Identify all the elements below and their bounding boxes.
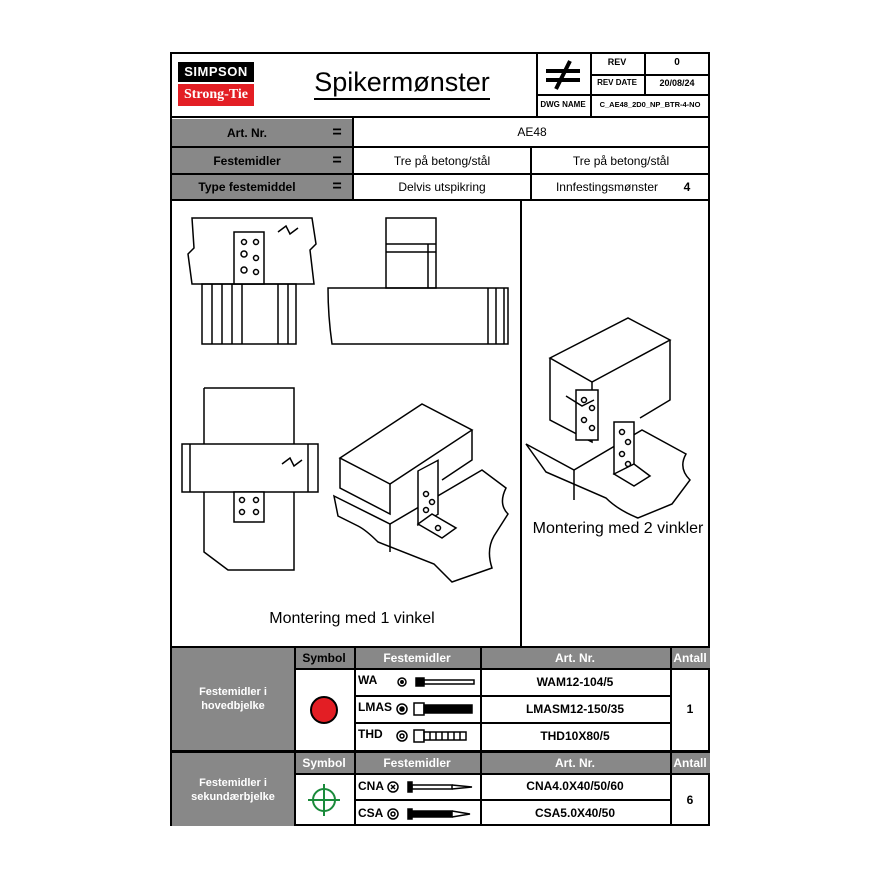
rev-date-value: 20/08/24 — [659, 78, 695, 88]
isometric-one-bracket-drawing — [322, 384, 517, 584]
not-equal-icon — [540, 58, 586, 92]
brand-logo-bottom: Strong-Tie — [178, 84, 254, 106]
art-value: LMASM12-150/35 — [525, 701, 625, 716]
anchor-bolt-icon — [396, 674, 478, 690]
screw-icon — [386, 806, 478, 822]
type-label: Type festemiddel — [198, 180, 296, 194]
red-dot-symbol-icon — [310, 696, 338, 724]
pattern-value: 4 — [683, 180, 691, 194]
festemidler-value-left: Tre på betong/stål — [393, 153, 491, 168]
fastener-code: CSA — [358, 806, 384, 820]
art-value: WAM12-104/5 — [536, 674, 614, 689]
fastener-code: LMAS — [358, 700, 392, 714]
fastener-code: WA — [358, 673, 378, 687]
screw-anchor-icon — [396, 728, 478, 744]
art-value: CSA5.0X40/50 — [534, 805, 616, 820]
rev-value: 0 — [674, 57, 680, 68]
caption-two-brackets: Montering med 2 vinkler — [532, 520, 704, 537]
drawing-sheet — [170, 52, 710, 826]
fastener-header: Festemidler — [383, 651, 451, 665]
dwg-name-label: DWG NAME — [540, 100, 586, 109]
elevation-view-drawing — [178, 214, 518, 354]
symbol-header: Symbol — [302, 651, 346, 665]
festemidler-value-right: Tre på betong/stål — [572, 153, 670, 168]
festemidler-label: Festemidler — [213, 153, 281, 168]
secondary-beam-group-label: Festemidler i sekundærbjelke — [191, 776, 275, 803]
art-nr-value: AE48 — [517, 125, 547, 139]
qty-value: 6 — [686, 792, 694, 807]
page-title: Spikermønster — [272, 62, 532, 102]
pattern-label: Innfestingsmønster — [555, 180, 659, 194]
equals-sign: = — [332, 151, 342, 169]
crosshair-symbol-icon — [306, 782, 342, 818]
art-nr-label: Art. Nr. — [226, 125, 267, 140]
equals-sign: = — [332, 123, 342, 141]
sleeve-anchor-icon — [396, 701, 478, 717]
art-value: THD10X80/5 — [540, 729, 610, 743]
type-value: Delvis utspikring — [398, 180, 486, 194]
ring-nail-icon — [386, 779, 478, 795]
fastener-code: CNA — [358, 779, 384, 793]
caption-one-bracket: Montering med 1 vinkel — [269, 610, 435, 627]
plan-view-drawing — [178, 384, 328, 584]
art-value: CNA4.0X40/50/60 — [526, 779, 624, 793]
qty-header: Antall — [673, 756, 707, 770]
symbol-header: Symbol — [302, 756, 346, 770]
art-header: Art. Nr. — [554, 756, 595, 770]
fastener-header: Festemidler — [383, 756, 451, 770]
qty-header: Antall — [673, 651, 707, 665]
fastener-code: THD — [358, 727, 383, 741]
main-beam-group-label: Festemidler i hovedbjelke — [199, 686, 267, 712]
dwg-name-value: C_AE48_2D0_NP_BTR-4-NO — [599, 100, 701, 109]
rev-date-label: REV DATE — [597, 78, 637, 87]
qty-value: 1 — [686, 702, 694, 716]
art-header: Art. Nr. — [554, 651, 595, 665]
brand-logo-top: SIMPSON — [178, 62, 254, 82]
isometric-two-brackets-drawing — [522, 304, 710, 524]
equals-sign: = — [332, 178, 342, 195]
rev-label: REV — [607, 57, 627, 67]
